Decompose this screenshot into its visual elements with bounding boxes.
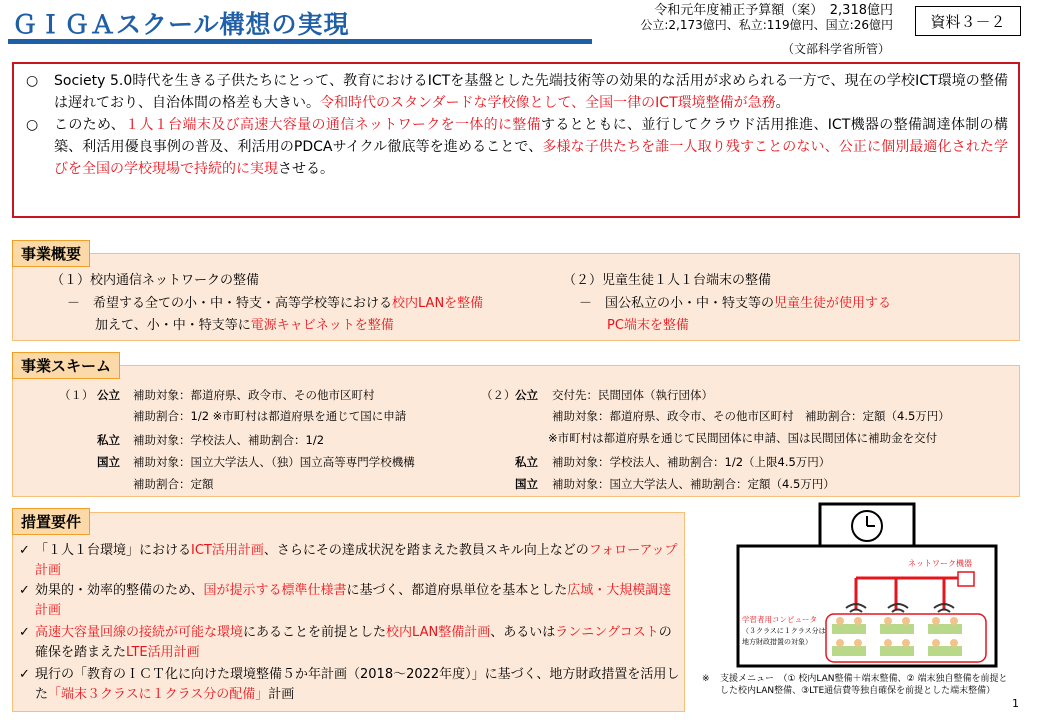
req-emphasis: 高速大容量回線の接続が可能な環境	[35, 625, 244, 640]
clock-icon	[852, 511, 882, 541]
wifi-icon	[846, 604, 954, 612]
scheme-right-national-detail: 補助対象：国立大学法人、補助割合：定額（4.5万円）	[552, 477, 835, 491]
overview-emphasis: 校内LANを整備	[392, 296, 484, 311]
section-label-overview: 事業概要	[12, 240, 90, 267]
intro-emphasis: 多様な子供たちを誰一人取り残すことのない、公正に個別最適化された学びを全国の学校現場で持続的に実現	[54, 139, 1008, 177]
overview-right-line-2: PC端末を整備	[607, 318, 689, 333]
requirement-item-4	[19, 665, 680, 705]
intro-text: Society 5.0時代を生きる子供たちにとって、教育におけるICTを基盤とした先端技術等の効果的な活用が求められる一方で、現在の学校ICT環境の整備は遅れており、自治体間の格差も大きい。	[54, 73, 1008, 111]
scheme-left-private-detail: 補助対象：学校法人、補助割合：1/2	[133, 433, 325, 447]
req-emphasis: ICT活用計画	[191, 543, 264, 558]
scheme-left-public-target: 補助対象：都道府県、政令市、その他市区町村	[133, 388, 375, 402]
req-emphasis: 校内LAN整備計画	[386, 625, 491, 640]
req-text: 、さらにその達成状況を踏まえた教員スキル向上などの	[263, 543, 589, 558]
overview-left-line-2	[95, 317, 394, 335]
scheme-left-national-rate: 補助割合：定額	[133, 477, 214, 491]
req-emphasis: ランニングコスト	[555, 625, 659, 640]
scheme-right-public: 公立	[515, 388, 538, 402]
intro-text: このため、	[54, 117, 126, 133]
requirement-item-1	[19, 541, 680, 581]
bullet-circle-icon: ○	[26, 117, 39, 133]
req-text: にあることを前提とした	[243, 625, 387, 640]
overview-emphasis: 児童生徒が使用する	[774, 296, 892, 311]
student-desks	[832, 617, 962, 656]
ministry-label: （文部科学省所管）	[781, 42, 890, 56]
school-building-illustration	[736, 500, 998, 668]
scheme-left-number: （１）	[59, 388, 94, 402]
overview-panel	[12, 253, 1020, 341]
overview-left-heading: （１）校内通信ネットワークの整備	[51, 273, 260, 288]
note-text: 支援メニュー （① 校内LAN整備＋端末整備、② 端末独自整備を前提とした校内LAN整備、③LTE通信費等独自確保を前提とした端末整備）	[720, 674, 1008, 696]
scheme-right-public-target: 補助対象：都道府県、政令市、その他市区町村 補助割合：定額（4.5万円）	[552, 409, 950, 423]
req-text: 効果的・効率的整備のため、	[35, 583, 204, 598]
section-label-scheme: 事業スキーム	[12, 352, 120, 379]
req-text: に基づく、都道府県単位を基本とした	[346, 583, 568, 598]
overview-text: － 国公私立の小・中・特支等の	[579, 296, 775, 311]
budget-total: 令和元年度補正予算額（案） 2,318億円	[654, 3, 893, 18]
check-icon: ✓	[19, 667, 30, 682]
overview-right-heading: （２）児童生徒１人１台端末の整備	[563, 273, 772, 288]
req-text: 計画	[268, 687, 295, 702]
overview-text: － 希望する全ての小・中・特支・高等学校等における	[67, 296, 393, 311]
overview-text: 加えて、小・中・特支等に	[95, 318, 251, 333]
intro-box	[12, 62, 1020, 218]
school-network-diagram	[736, 500, 998, 668]
req-emphasis: 「端末３クラスに１クラス分の配備」	[48, 687, 269, 702]
scheme-right-public-recipient: 交付先：民間団体（執行団体）	[552, 388, 713, 402]
intro-paragraph-2	[26, 114, 1008, 180]
scheme-left-public-rate: 補助割合：1/2 ※市町村は都道府県を通じて国に申請	[133, 409, 407, 423]
budget-summary	[583, 3, 893, 33]
note-mark: ※	[702, 674, 710, 684]
scheme-panel	[12, 365, 1020, 497]
network-device-label: ネットワーク機器	[908, 559, 972, 568]
intro-text: 。	[775, 95, 790, 111]
requirement-item-3	[19, 623, 680, 663]
req-emphasis: 広域・大規模調達計画	[35, 583, 672, 618]
pc-label-line-3: 地方財政措置の対象）	[742, 638, 812, 646]
scheme-left-public: 公立	[97, 388, 120, 402]
req-emphasis: 国が提示する標準仕様書	[203, 583, 347, 598]
scheme-right-private-detail: 補助対象：学校法人、補助割合：1/2（上限4.5万円）	[552, 455, 831, 469]
title-underline	[8, 39, 592, 44]
req-emphasis: LTE活用計画	[126, 645, 200, 660]
intro-text: させる。	[278, 161, 334, 177]
scheme-left-private: 私立	[97, 433, 120, 447]
network-device-icon	[958, 572, 974, 586]
diagram-footnote	[702, 673, 1010, 697]
intro-emphasis: 令和時代のスタンダードな学校像として、全国一律のICT環境整備が急務	[320, 95, 776, 111]
intro-emphasis: １人１台端末及び高速大容量の通信ネットワークを一体的に整備	[125, 117, 541, 133]
scheme-left-national-target: 補助対象：国立大学法人、（独）国立高等専門学校機構	[133, 455, 415, 469]
requirement-item-2	[19, 581, 680, 621]
intro-text: するとともに、並行してクラウド活用推進、ICT機器の整備調達体制の構築、利活用優良事例の普及、利活用のPDCAサイクル徹底等を進めることで、	[54, 117, 1008, 155]
check-icon: ✓	[19, 625, 30, 640]
pc-label-line-2: （３クラスに１クラス分は	[742, 627, 826, 635]
section-label-requirements: 措置要件	[12, 508, 90, 535]
document-badge: 資料３－２	[915, 6, 1021, 36]
check-icon: ✓	[19, 583, 30, 598]
scheme-left-national: 国立	[97, 455, 120, 469]
req-text: 、あるいは	[490, 625, 556, 640]
check-icon: ✓	[19, 543, 30, 558]
req-text: 「１人１台環境」における	[35, 543, 192, 558]
pc-label-line-1: 学習者用コンピュータ	[742, 615, 817, 624]
req-text: の確保を踏まえた	[35, 625, 672, 660]
budget-breakdown: 公立:2,173億円、私立:119億円、国立:26億円	[640, 18, 893, 32]
overview-left-line-1	[67, 295, 483, 313]
intro-paragraph-1	[26, 70, 1008, 114]
req-text: 現行の「教育のＩＣＴ化に向けた環境整備５か年計画（2018～2022年度）」に基づく、地方財政措置を活用した	[35, 667, 680, 702]
overview-emphasis: 電源キャビネットを整備	[250, 318, 394, 333]
scheme-right-public-note: ※市町村は都道府県を通じて民間団体に申請、国は民間団体に補助金を交付	[548, 431, 938, 445]
page-title: ＧＩＧＡスクール構想の実現	[12, 10, 350, 39]
req-emphasis: フォローアップ計画	[35, 543, 678, 578]
bullet-circle-icon: ○	[26, 73, 39, 89]
scheme-right-private: 私立	[515, 455, 538, 469]
scheme-right-national: 国立	[515, 477, 538, 491]
scheme-right-number: （２）	[481, 388, 516, 402]
page-number: 1	[1012, 697, 1019, 710]
overview-right-line-1	[579, 295, 891, 313]
requirements-panel	[12, 512, 685, 712]
